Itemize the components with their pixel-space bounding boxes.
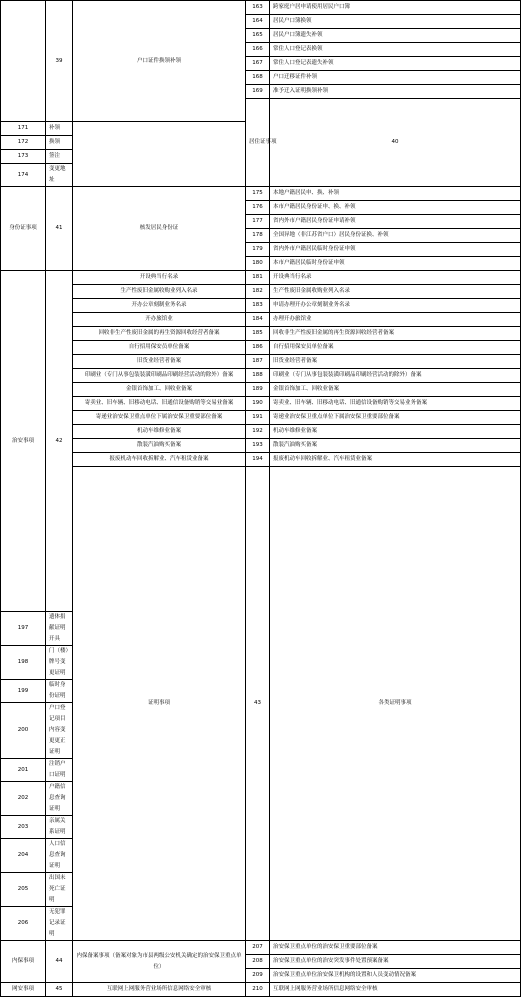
detail-content-cell: 省内外市户籍居民身份证申请补领	[270, 215, 521, 229]
service-item-cell: 寄递业治安保卫重点单位下属治安保卫重要部位备案	[73, 411, 246, 425]
detail-index-cell: 206	[1, 907, 46, 941]
detail-index-cell: 185	[246, 327, 270, 341]
detail-content-cell: 申请办理开办公章刻制业务名录	[270, 299, 521, 313]
detail-content-cell: 居民户口簿遗失补领	[270, 29, 521, 43]
service-item-cell: 生产性废旧金属收购业列入名录	[73, 285, 246, 299]
service-item-cell: 各类证明事项	[270, 467, 521, 941]
detail-index-cell: 210	[246, 983, 270, 997]
detail-content-cell: 生产性废旧金属收购业列入名录	[270, 285, 521, 299]
detail-index-cell: 178	[246, 229, 270, 243]
detail-index-cell: 165	[246, 29, 270, 43]
detail-index-cell: 200	[1, 703, 46, 759]
detail-content-cell: 准予迁入证明换领补领	[270, 85, 521, 99]
table-row	[1, 187, 521, 201]
service-item-cell: 核发居民身份证	[73, 187, 246, 271]
service-item-cell: 机动车维修业备案	[73, 425, 246, 439]
detail-index-cell: 192	[246, 425, 270, 439]
detail-index-cell: 164	[246, 15, 270, 29]
detail-content-cell: 旧货业经营者备案	[270, 355, 521, 369]
table-row	[1, 411, 521, 425]
detail-content-cell: 散装汽油购买备案	[270, 439, 521, 453]
table-row	[1, 467, 521, 556]
service-item-cell: 印刷业（专门从事包装装潢印刷品印刷经营活动的除外）备案	[73, 369, 246, 383]
detail-content-cell: 门（楼）牌号变更证明	[46, 646, 73, 680]
detail-content-cell: 开设典当行名录	[270, 271, 521, 285]
detail-index-cell: 197	[1, 612, 46, 646]
detail-content-cell: 户口登记项目内容变更更正证明	[46, 703, 73, 759]
detail-index-cell: 181	[246, 271, 270, 285]
detail-content-cell: 治安保卫重点单位的治安保卫重要部位备案	[270, 941, 521, 955]
service-item-cell: 报废机动车回收拆解业、汽车租赁业备案	[73, 453, 246, 467]
detail-index-cell: 194	[246, 453, 270, 467]
detail-index-cell: 208	[246, 955, 270, 969]
table-row	[1, 383, 521, 397]
detail-content-cell: 无犯罪记录证明	[46, 907, 73, 941]
detail-index-cell: 167	[246, 57, 270, 71]
service-item-cell: 互联网上网服务营业场所信息网络安全审核	[73, 983, 246, 997]
detail-index-cell: 189	[246, 383, 270, 397]
detail-index-cell: 174	[1, 164, 46, 187]
detail-index-cell: 171	[1, 122, 46, 136]
detail-content-cell: 居民户口簿换领	[270, 15, 521, 29]
detail-index-cell: 179	[246, 243, 270, 257]
category-cell: 身份证事项	[1, 187, 46, 271]
service-item-cell: 散装汽油购买备案	[73, 439, 246, 453]
category-cell: 网安事项	[1, 983, 46, 997]
detail-content-cell: 治安保卫重点单位的治安突发事件处置预案备案	[270, 955, 521, 969]
item-number-cell: 42	[46, 271, 73, 612]
detail-content-cell: 常住人口登记表遗失补领	[270, 57, 521, 71]
detail-index-cell: 183	[246, 299, 270, 313]
item-number-cell: 41	[46, 187, 73, 271]
service-item-cell: 回收非生产性废旧金属的再生资源回收经营者备案	[73, 327, 246, 341]
detail-index-cell: 168	[246, 71, 270, 85]
item-number-cell: 45	[46, 983, 73, 997]
detail-content-cell: 回收非生产性废旧金属的再生资源回收经营者备案	[270, 327, 521, 341]
detail-index-cell: 205	[1, 873, 46, 907]
detail-index-cell: 163	[246, 1, 270, 15]
detail-content-cell: 寄递业治安保卫重点单位下属治安保卫重要部位备案	[270, 411, 521, 425]
item-number-cell: 44	[46, 941, 73, 983]
detail-index-cell: 184	[246, 313, 270, 327]
detail-content-cell: 出国未死亡证明	[46, 873, 73, 907]
category-cell: 治安事项	[1, 271, 46, 612]
detail-content-cell: 遗体捐献证明开具	[46, 612, 73, 646]
detail-index-cell: 209	[246, 969, 270, 983]
detail-content-cell: 互联网上网服务营业场所信息网络安全审核	[270, 983, 521, 997]
item-number-cell: 40	[270, 99, 521, 187]
detail-index-cell: 186	[246, 341, 270, 355]
item-number-cell: 43	[246, 467, 270, 941]
category-cell	[1, 1, 46, 122]
table-row	[1, 439, 521, 453]
detail-index-cell: 203	[1, 816, 46, 839]
table-row	[1, 983, 521, 997]
service-item-cell: 自行招用保安员单位备案	[73, 341, 246, 355]
detail-content-cell: 本市户籍居民临时身份证申领	[270, 257, 521, 271]
detail-index-cell: 180	[246, 257, 270, 271]
detail-index-cell: 176	[246, 201, 270, 215]
detail-index-cell: 175	[246, 187, 270, 201]
detail-index-cell: 188	[246, 369, 270, 383]
table-row	[1, 397, 521, 411]
detail-content-cell: 寄卖业、旧车辆、旧移动电话、旧通信设备购销等交易业务备案	[270, 397, 521, 411]
detail-content-cell: 户口迁移证件补领	[270, 71, 521, 85]
detail-index-cell: 198	[1, 646, 46, 680]
table-row	[1, 425, 521, 439]
detail-content-cell: 注销户口证明	[46, 759, 73, 782]
detail-content-cell: 人口信息查询证明	[46, 839, 73, 873]
service-item-cell: 开办公章刻制业务名录	[73, 299, 246, 313]
table-row	[1, 327, 521, 341]
detail-content-cell: 报废机动车回收拆解业、汽车租赁业备案	[270, 453, 521, 467]
table-row	[1, 453, 521, 467]
detail-content-cell: 变更地址	[46, 164, 73, 187]
detail-content-cell: 跨家庭户居申请使用居民户口簿	[270, 1, 521, 15]
detail-index-cell: 190	[246, 397, 270, 411]
item-number-cell: 39	[46, 1, 73, 122]
detail-content-cell: 签注	[46, 150, 73, 164]
detail-content-cell: 治安保卫重点单位治安保卫机构的设置和人员变动情况备案	[270, 969, 521, 983]
detail-content-cell: 印刷业（专门从事包装装潢印刷品印刷经营活动的除外）备案	[270, 369, 521, 383]
detail-index-cell: 201	[1, 759, 46, 782]
table-row	[1, 355, 521, 369]
detail-index-cell: 207	[246, 941, 270, 955]
detail-content-cell: 机动车维修业备案	[270, 425, 521, 439]
detail-content-cell: 省内外市户籍居民临时身份证申领	[270, 243, 521, 257]
table-row	[1, 369, 521, 383]
table-body	[1, 1, 521, 997]
service-item-cell: 旧货业经营者备案	[73, 355, 246, 369]
detail-index-cell: 204	[1, 839, 46, 873]
detail-content-cell: 换领	[46, 136, 73, 150]
detail-content-cell: 自行招用保安员单位备案	[270, 341, 521, 355]
category-cell: 内保事项	[1, 941, 46, 983]
detail-content-cell: 亲属关系证明	[46, 816, 73, 839]
detail-index-cell: 191	[246, 411, 270, 425]
detail-index-cell: 199	[1, 680, 46, 703]
detail-content-cell: 常住人口登记表换领	[270, 43, 521, 57]
detail-index-cell: 182	[246, 285, 270, 299]
detail-index-cell: 177	[246, 215, 270, 229]
table-row	[1, 941, 521, 955]
detail-index-cell: 193	[246, 439, 270, 453]
detail-content-cell: 补领	[46, 122, 73, 136]
detail-content-cell: 全国异地（非江苏省户口）居民身份证换、补领	[270, 229, 521, 243]
detail-index-cell: 187	[246, 355, 270, 369]
service-item-cell: 内保备案事项（备案对象为市县两级公安机关确定的治安保卫重点单位）	[73, 941, 246, 983]
service-item-cell: 开办旅馆业	[73, 313, 246, 327]
table-row	[1, 1, 521, 15]
detail-index-cell: 172	[1, 136, 46, 150]
category-cell: 居住证事项	[246, 99, 270, 187]
detail-index-cell: 166	[246, 43, 270, 57]
detail-index-cell: 169	[246, 85, 270, 99]
detail-index-cell: 202	[1, 782, 46, 816]
detail-content-cell: 户籍信息查询证明	[46, 782, 73, 816]
table-row	[1, 299, 521, 313]
detail-content-cell: 本地户籍居民申、换、补领	[270, 187, 521, 201]
detail-content-cell: 办理开办旅馆业	[270, 313, 521, 327]
table-row	[1, 271, 521, 285]
table-row	[1, 285, 521, 299]
detail-content-cell: 临时身份证明	[46, 680, 73, 703]
category-cell: 证明事项	[73, 467, 246, 941]
table-row	[1, 341, 521, 355]
detail-content-cell: 金银首饰加工、回收业备案	[270, 383, 521, 397]
table-row	[1, 313, 521, 327]
service-item-cell: 开设典当行名录	[73, 271, 246, 285]
detail-index-cell: 173	[1, 150, 46, 164]
service-item-cell: 户口证件换领补领	[73, 1, 246, 122]
service-item-cell: 寄卖业、旧车辆、旧移动电话、旧通信设备购销等交易业备案	[73, 397, 246, 411]
detail-content-cell: 本市户籍居民身份证申、换、补领	[270, 201, 521, 215]
service-item-cell: 金银首饰加工、回收业备案	[73, 383, 246, 397]
